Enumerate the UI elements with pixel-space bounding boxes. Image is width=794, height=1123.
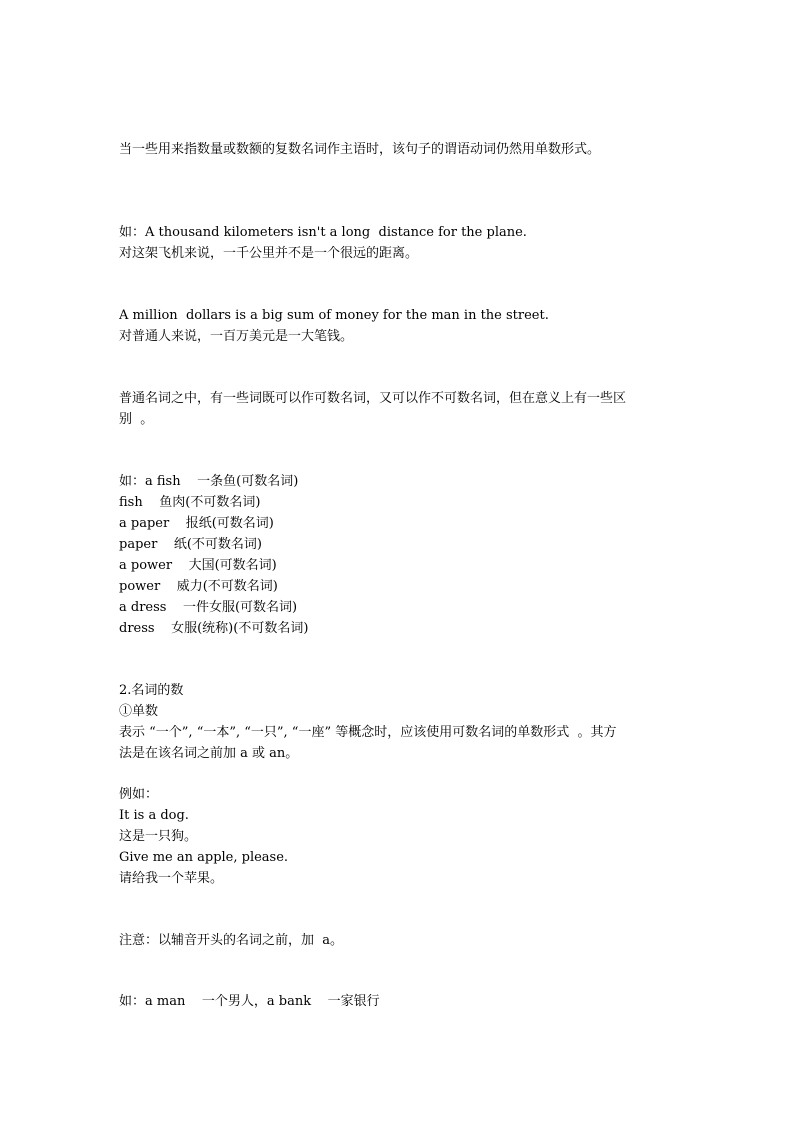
list-item: a dress 一件女服(可数名词) (119, 600, 298, 615)
list-item: 如：a fish 一条鱼(可数名词) (119, 474, 299, 489)
list-item: power 威力(不可数名词) (119, 579, 278, 594)
paragraph-countable-uncountable-line-1: 普通名词之中，有一些词既可以作可数名词，又可以作不可数名词，但在意义上有一些区 (119, 391, 627, 406)
example-2-chinese: 对普通人来说，一百万美元是一大笔钱。 (119, 329, 354, 344)
sub-heading: ①单数 (119, 704, 159, 719)
list-item: a power 大国(可数名词) (119, 558, 277, 573)
paragraph-countable-uncountable-line-2: 别 。 (119, 412, 154, 427)
example-4-chinese: 请给我一个苹果。 (119, 871, 224, 886)
section-heading: 2.名词的数 (119, 683, 184, 698)
example-3-english: It is a dog. (119, 808, 189, 823)
list-item: fish 鱼肉(不可数名词) (119, 495, 261, 510)
final-example: 如：a man 一个男人，a bank 一家银行 (119, 994, 380, 1009)
example-3-chinese: 这是一只狗。 (119, 829, 198, 844)
paragraph-plural-quantity-rule: 当一些用来指数量或数额的复数名词作主语时，该句子的谓语动词仍然用单数形式。 (119, 142, 601, 157)
example-4-english: Give me an apple, please. (119, 850, 289, 865)
paragraph-singular-line-1: 表示 “一个”, “一本”, “一只”, “一座” 等概念时，应该使用可数名词的单数形式 。其方 (119, 725, 617, 740)
note-paragraph: 注意：以辅音开头的名词之前，加 a。 (119, 933, 344, 948)
list-item: a paper 报纸(可数名词) (119, 516, 274, 531)
example-1-chinese: 对这架飞机来说，一千公里并不是一个很远的距离。 (119, 246, 419, 261)
list-item: paper 纸(不可数名词) (119, 537, 262, 552)
example-2-english: A million dollars is a big sum of money for the man in the street. (119, 308, 549, 323)
example-1-english: 如：A thousand kilometers isn't a long distance for the plane. (119, 225, 527, 240)
example-label: 例如： (119, 787, 159, 802)
paragraph-singular-line-2: 法是在该名词之前加 a 或 an。 (119, 746, 299, 761)
list-item: dress 女服(统称)(不可数名词) (119, 621, 309, 636)
